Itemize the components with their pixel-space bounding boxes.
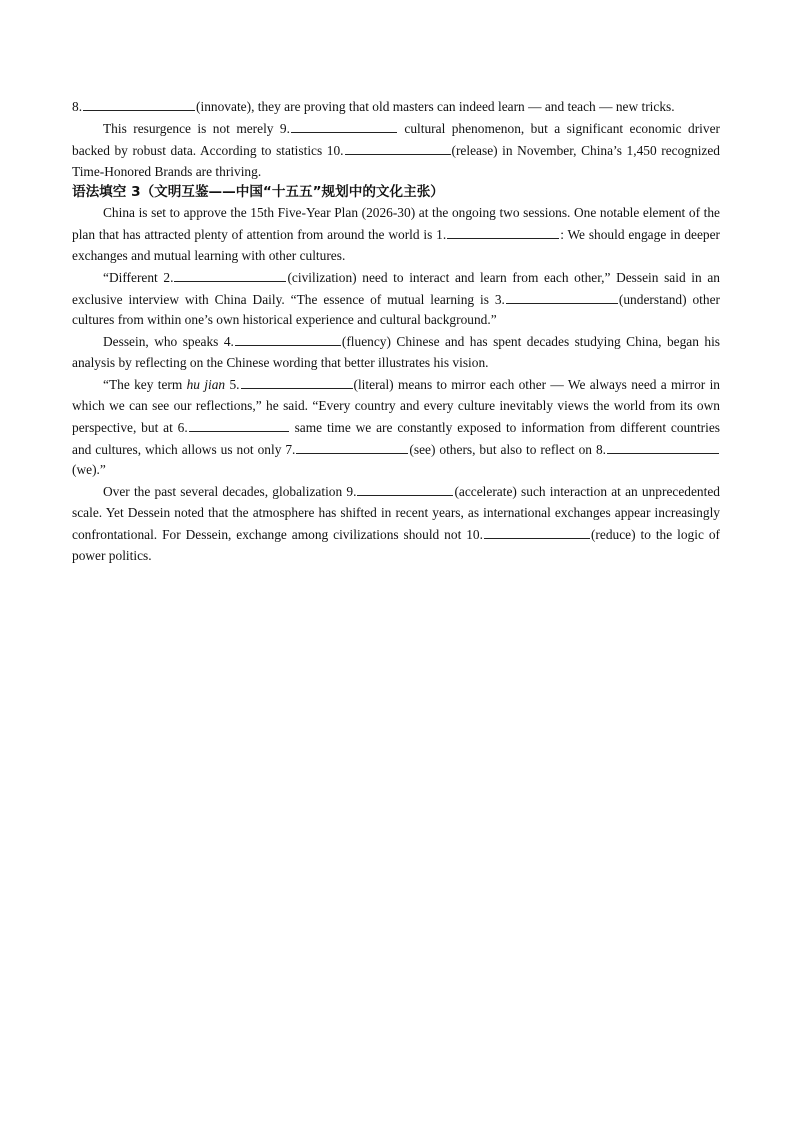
paragraph-different — [72, 267, 720, 332]
paragraph-text: China is set to approve the 15th Five-Year Plan (2026-30) at the ongoing two sessions. One notable element of the plan that has attracted plenty of attention from around the world is 1. — [72, 205, 720, 243]
paragraph-text: (reduce) to the logic of power politics. — [72, 526, 720, 563]
answer-blank-5[interactable] — [241, 374, 353, 389]
answer-blank-6[interactable] — [189, 417, 289, 432]
answer-blank-10[interactable] — [345, 140, 451, 155]
paragraph-text: Over the past several decades, globalization 9. — [103, 484, 357, 500]
answer-blank-4[interactable] — [235, 331, 341, 346]
paragraph-globalization — [72, 481, 720, 566]
paragraph-text: (see) others, but also to reflect on 8. — [409, 441, 606, 457]
answer-blank-1[interactable] — [447, 224, 559, 239]
paragraph-resurgence — [72, 118, 720, 183]
paragraph-text: This resurgence is not merely 9. — [103, 120, 290, 136]
answer-blank-9b[interactable] — [357, 481, 453, 496]
question-number: 5. — [225, 376, 240, 392]
paragraph-text: “The key term — [103, 376, 187, 392]
document-content — [72, 96, 720, 567]
paragraph-text: (literal) means to mirror each other — We always need a mirror in which we can see our reflections,” he said. “Every country and every culture inevitably views the world from its own perspective, but at 6. — [72, 376, 720, 435]
answer-blank-9[interactable] — [291, 118, 397, 133]
answer-blank-8[interactable] — [83, 96, 195, 111]
answer-blank-7[interactable] — [296, 439, 408, 454]
paragraph-text: same time we are constantly exposed to information from different countries and cultures, which allows us not only 7. — [72, 419, 721, 457]
answer-blank-10b[interactable] — [484, 524, 590, 539]
answer-blank-2[interactable] — [174, 267, 286, 282]
paragraph-hu-jian — [72, 374, 720, 481]
paragraph-text: (fluency) Chinese and has spent decades studying China, began his analysis by reflecting on the Chinese wording that better illustrates his vision. — [72, 334, 720, 371]
answer-blank-3[interactable] — [506, 289, 618, 304]
paragraph-text: (accelerate) such interaction at an unprecedented scale. Yet Dessein noted that the atmosphere has shifted in recent years, as international exchanges appear increasingly confrontational. For Dessein, exchange among civilizations should not 10. — [72, 484, 720, 542]
section-title: 语法填空 3（文明互鉴——中国“十五五”规划中的文化主张） — [72, 184, 444, 201]
question-number: 8. — [72, 99, 83, 114]
paragraph-text: (release) in November, China’s 1,450 recognized Time-Honored Brands are thriving. — [72, 142, 720, 179]
paragraph-text: cultural phenomenon, but a significant economic driver backed by robust data. According to statistics 10. — [72, 120, 720, 158]
paragraph-five-year-plan — [72, 203, 720, 267]
answer-blank-8b[interactable] — [607, 439, 719, 454]
paragraph-text: Dessein, who speaks 4. — [103, 334, 234, 350]
paragraph-dessein-speaks — [72, 331, 720, 374]
paragraph-text: (civilization) need to interact and learn from each other,” Dessein said in an exclusive interview with China Daily. “The essence of mutual learning is 3. — [72, 269, 720, 307]
paragraph-text: : We should engage in deeper exchanges and mutual learning with other cultures. — [72, 227, 720, 263]
paragraph-text: (innovate), they are proving that old masters can indeed learn — and teach — new tricks. — [196, 99, 675, 114]
paragraph-text: “Different 2. — [103, 269, 174, 285]
paragraph-8-innovate — [72, 96, 720, 118]
paragraph-text: (understand) other cultures from within one’s own historical experience and cultural background.” — [72, 291, 720, 328]
paragraph-text: (we).” — [72, 462, 106, 478]
term-hu-jian: hu jian — [186, 376, 226, 392]
